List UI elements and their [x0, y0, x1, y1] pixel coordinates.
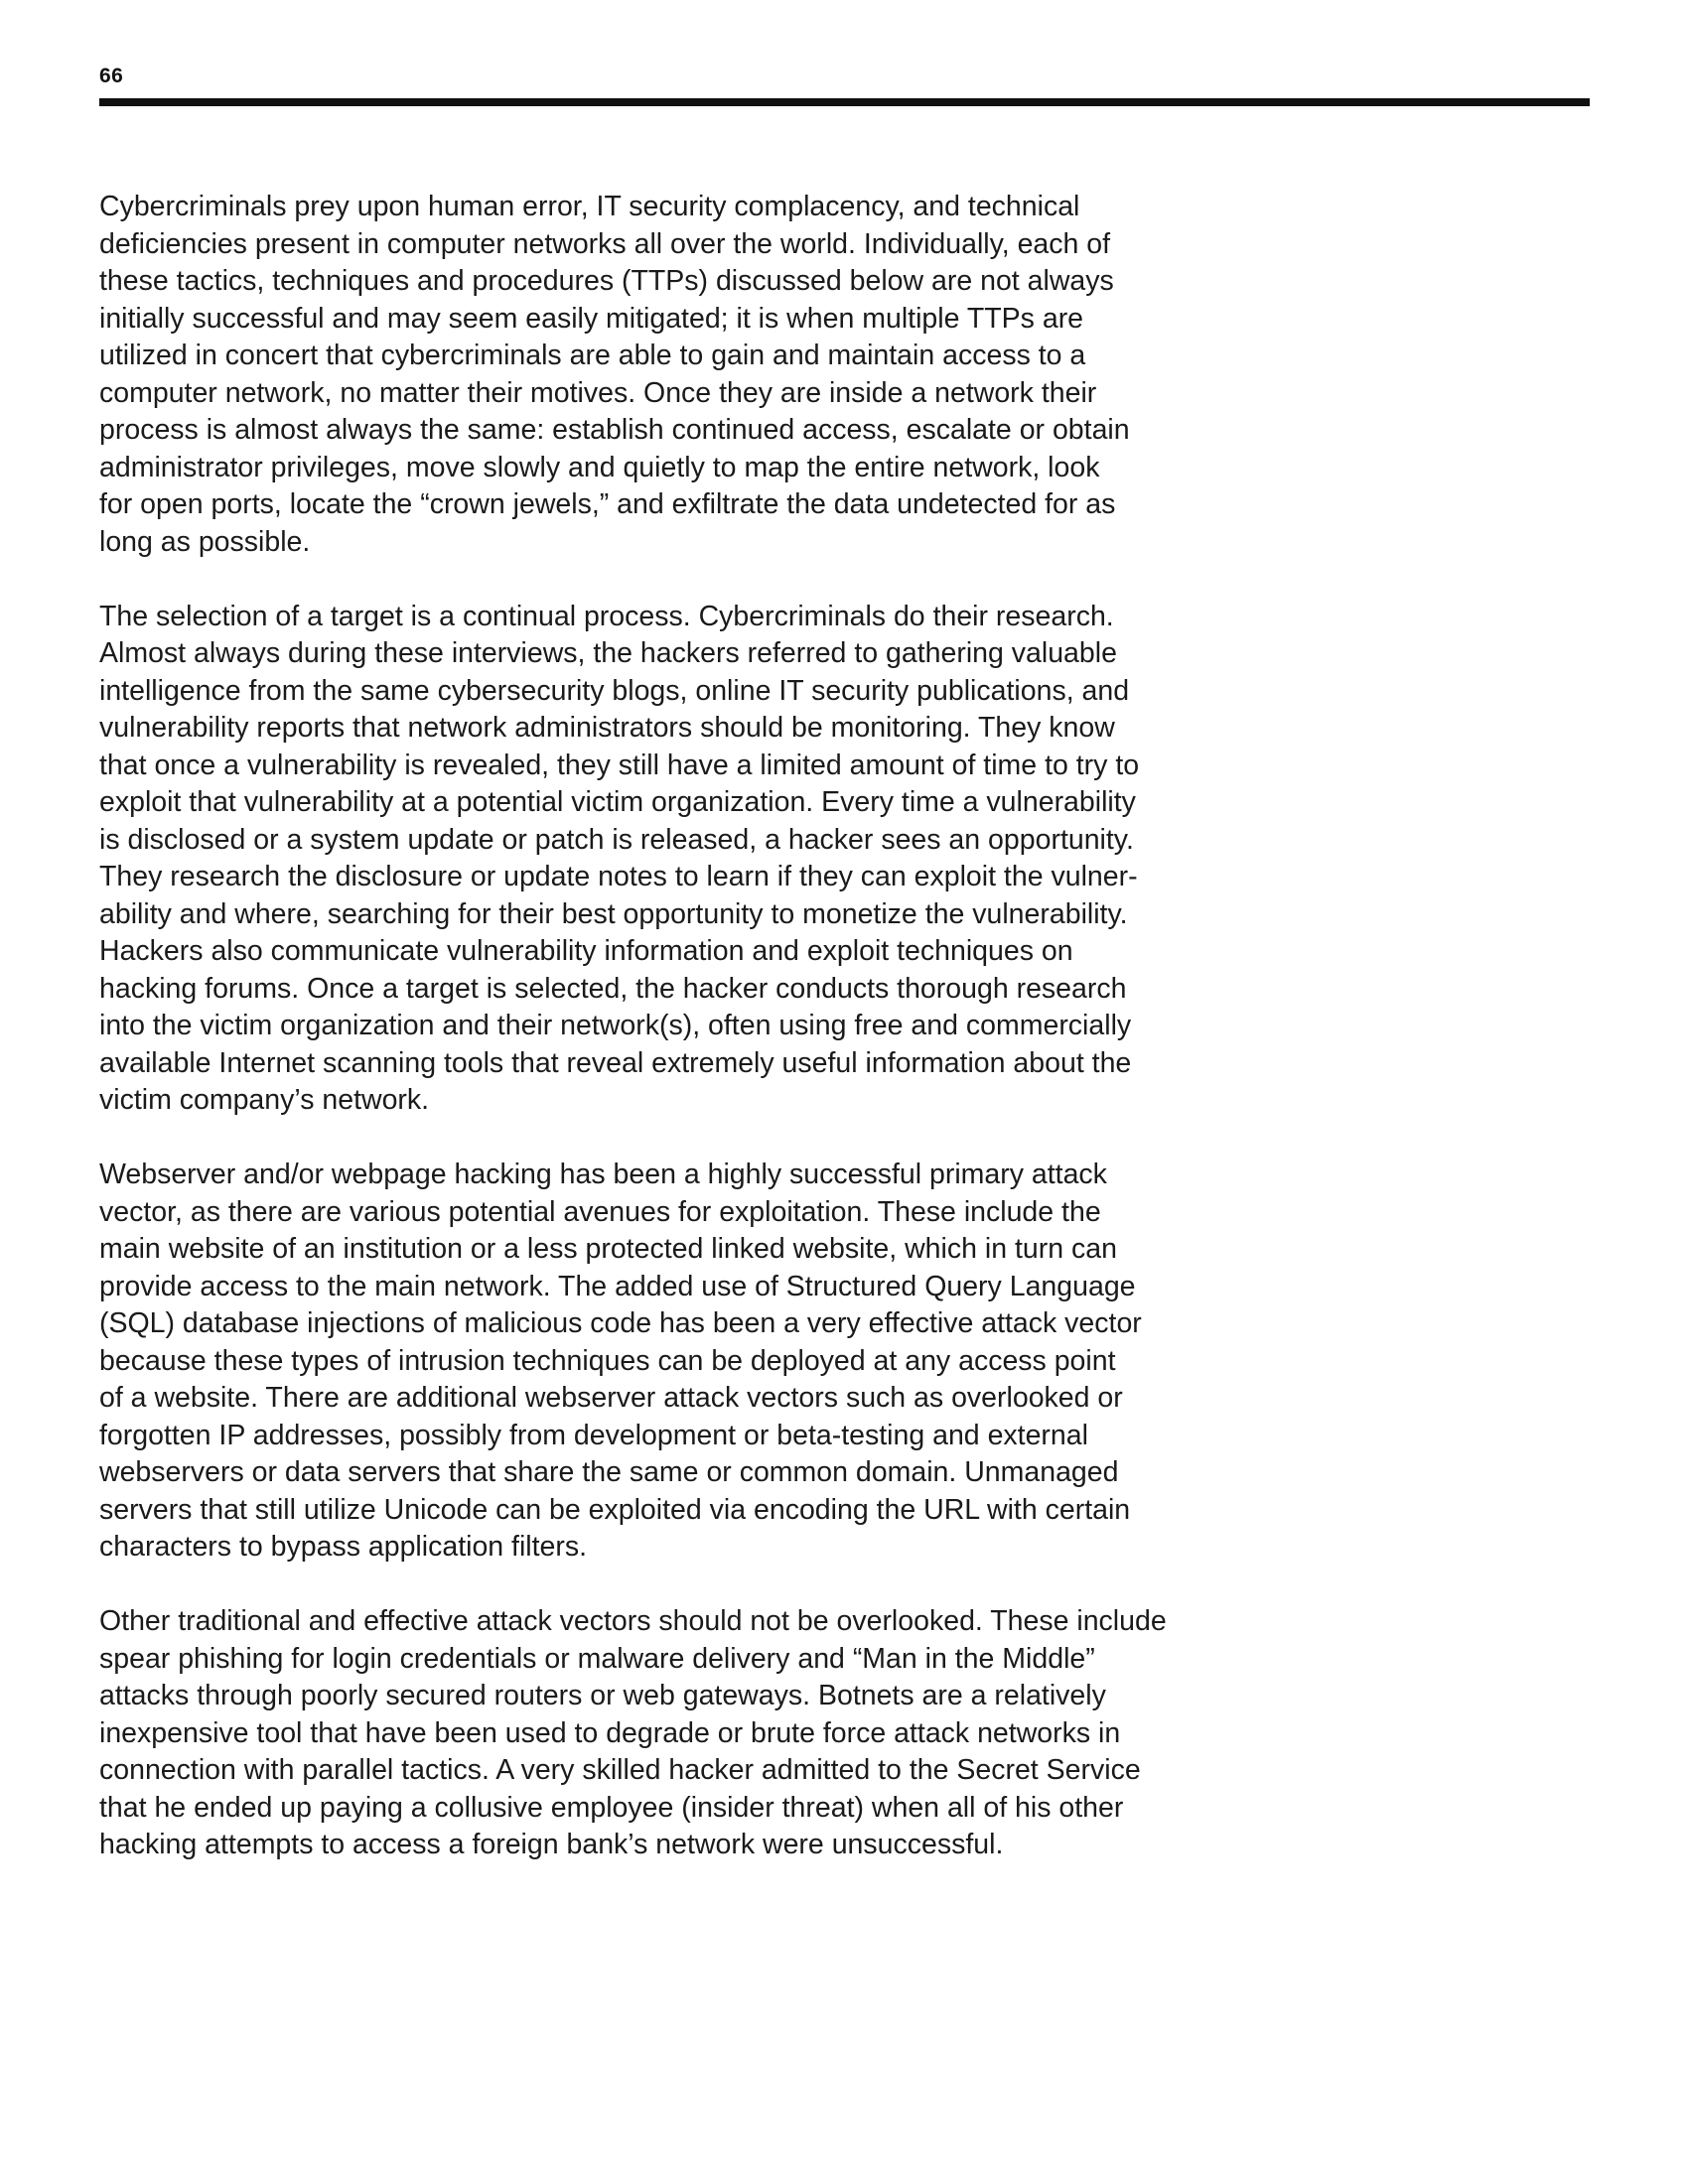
text-line: webservers or data servers that share the same or common domain. Unmanaged — [99, 1456, 1119, 1488]
text-line: spear phishing for login credentials or malware delivery and “Man in the Middle” — [99, 1642, 1095, 1675]
text-line: attacks through poorly secured routers or web gateways. Botnets are a relatively — [99, 1680, 1106, 1711]
page-number: 66 — [99, 65, 124, 87]
text-line: into the victim organization and their network(s), often using free and commercially — [99, 1010, 1132, 1041]
text-line: administrator privileges, move slowly and quietly to map the entire network, look — [99, 451, 1100, 483]
text-line: forgotten IP addresses, possibly from development or beta-testing and external — [99, 1419, 1088, 1451]
text-line: Cybercriminals prey upon human error, IT security complacency, and technical — [99, 191, 1080, 222]
text-line: process is almost always the same: establish continued access, escalate or obtain — [99, 414, 1130, 446]
text-line: Webserver and/or webpage hacking has been a highly successful primary attack — [99, 1159, 1107, 1190]
paragraph-1 — [99, 189, 1211, 561]
body-text — [99, 189, 1211, 1901]
text-line: that once a vulnerability is revealed, they still have a limited amount of time to try to — [99, 749, 1140, 781]
text-line: utilized in concert that cybercriminals are able to gain and maintain access to a — [99, 340, 1086, 371]
text-line: that he ended up paying a collusive employee (insider threat) when all of his other — [99, 1791, 1124, 1824]
text-line: inexpensive tool that have been used to degrade or brute force attack networks in — [99, 1716, 1121, 1749]
text-line: is disclosed or a system update or patch is released, a hacker sees an opportunity. — [99, 823, 1134, 856]
text-line: main website of an institution or a less protected linked website, which in turn can — [99, 1233, 1117, 1265]
text-line: victim company’s network. — [99, 1084, 430, 1116]
text-line: because these types of intrusion techniques can be deployed at any access point — [99, 1344, 1116, 1377]
text-line: deficiencies present in computer networks all over the world. Individually, each of — [99, 227, 1111, 260]
text-line: connection with parallel tactics. A very skilled hacker admitted to the Secret Service — [99, 1754, 1141, 1786]
paragraph-2 — [99, 599, 1211, 1120]
header-rule — [99, 98, 1590, 106]
text-line: hacking forums. Once a target is selected, the hacker conducts thorough research — [99, 972, 1127, 1005]
text-line: servers that still utilize Unicode can be exploited via encoding the URL with certain — [99, 1493, 1131, 1526]
text-line: ability and where, searching for their best opportunity to monetize the vulnerability. — [99, 897, 1128, 930]
text-line: characters to bypass application filters. — [99, 1531, 588, 1563]
text-line: exploit that vulnerability at a potential victim organization. Every time a vulnerability — [99, 786, 1136, 818]
text-line: They research the disclosure or update notes to learn if they can exploit the vulner- — [99, 861, 1138, 892]
text-line: vector, as there are various potential avenues for exploitation. These include the — [99, 1195, 1101, 1228]
text-line: initially successful and may seem easily mitigated; it is when multiple TTPs are — [99, 302, 1084, 335]
text-line: Other traditional and effective attack vectors should not be overlooked. These include — [99, 1605, 1167, 1637]
text-line: Hackers also communicate vulnerability information and exploit techniques on — [99, 935, 1073, 967]
text-line: intelligence from the same cybersecurity blogs, online IT security publications, and — [99, 674, 1130, 707]
text-line: for open ports, locate the “crown jewels,” and exfiltrate the data undetected for as — [99, 488, 1116, 520]
text-line: provide access to the main network. The added use of Structured Query Language — [99, 1270, 1136, 1302]
text-line: available Internet scanning tools that reveal extremely useful information about the — [99, 1046, 1132, 1079]
text-line: hacking attempts to access a foreign bank’s network were unsuccessful. — [99, 1829, 1004, 1860]
text-line: (SQL) database injections of malicious code has been a very effective attack vector — [99, 1307, 1142, 1339]
text-line: Almost always during these interviews, the hackers referred to gathering valuable — [99, 637, 1117, 669]
text-line: The selection of a target is a continual process. Cybercriminals do their research. — [99, 600, 1114, 632]
text-line: long as possible. — [99, 525, 311, 558]
text-line: these tactics, techniques and procedures (TTPs) discussed below are not always — [99, 265, 1114, 297]
text-line: of a website. There are additional webserver attack vectors such as overlooked or — [99, 1382, 1123, 1414]
text-line: vulnerability reports that network administrators should be monitoring. They know — [99, 712, 1115, 744]
text-line: computer network, no matter their motives. Once they are inside a network their — [99, 376, 1097, 409]
paragraph-4 — [99, 1603, 1211, 1864]
paragraph-3 — [99, 1157, 1211, 1567]
